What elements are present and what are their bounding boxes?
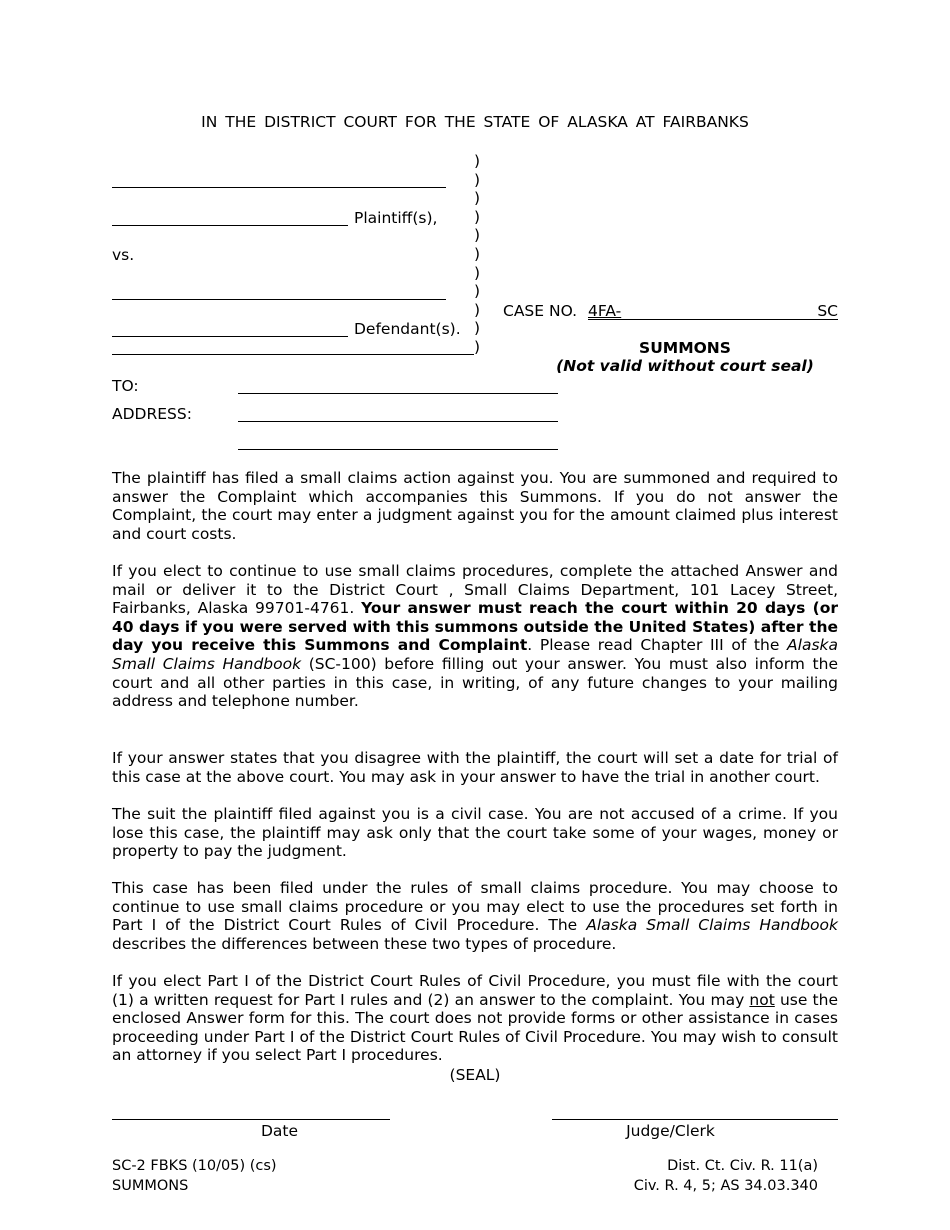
- to-field-line[interactable]: [238, 393, 558, 394]
- paragraph-2: If you elect to continue to use small claims procedures, complete the attached Answer and mail or deliver it to the District Court , Small Claims Department, 101 Lacey Street, Fairbanks, Alaska 99701-4761. Your answer must reach the court within 20 days (or 40 days if you were served with this summons outside the United States) after the day you receive this Summons and Complaint. Please read Chapter III of the Alaska Small Claims Handbook (SC-100) before filling out your answer. You must also inform the court and all other parties in this case, in writing, of any future changes to your mailing address and telephone number.: [112, 562, 838, 711]
- footer-form-id: SC-2 FBKS (10/05) (cs): [112, 1158, 277, 1174]
- address-field-line-1[interactable]: [238, 421, 558, 422]
- footer-rule-2: Civ. R. 4, 5; AS 34.03.340: [633, 1178, 818, 1194]
- defendant-name-line-2[interactable]: [112, 336, 348, 337]
- judge-signature-line[interactable]: [552, 1119, 838, 1120]
- date-label: Date: [260, 1122, 299, 1140]
- court-title: IN THE DISTRICT COURT FOR THE STATE OF ALASKA AT FAIRBANKS: [201, 113, 749, 131]
- caption-bottom-line: [112, 354, 474, 355]
- footer-rule-1: Dist. Ct. Civ. R. 11(a): [667, 1158, 818, 1174]
- date-signature-line[interactable]: [112, 1119, 390, 1120]
- to-label: TO:: [112, 377, 139, 395]
- plaintiff-label: Plaintiff(s),: [354, 209, 438, 227]
- defendant-name-line-1[interactable]: [112, 299, 446, 300]
- plaintiff-name-line-2[interactable]: [112, 225, 348, 226]
- document-title: SUMMONS: [639, 339, 731, 357]
- plaintiff-name-line-1[interactable]: [112, 187, 446, 188]
- case-no-field[interactable]: [588, 302, 838, 320]
- case-no-label: CASE NO.: [503, 302, 578, 320]
- footer-form-name: SUMMONS: [112, 1178, 189, 1194]
- document-subtitle: (Not valid without court seal): [556, 357, 814, 375]
- judge-clerk-label: Judge/Clerk: [626, 1122, 715, 1140]
- case-no-underline: [588, 319, 838, 320]
- address-field-line-2[interactable]: [238, 449, 558, 450]
- paragraph-6: If you elect Part I of the District Court Rules of Civil Procedure, you must file with the court (1) a written request for Part I rules and (2) an answer to the complaint. You may not use the enclosed Answer form for this. The court does not provide forms or other assistance in cases proceeding under Part I of the District Court Rules of Civil Procedure. You may wish to consult an attorney if you select Part I procedures.: [112, 972, 838, 1065]
- paragraph-4: The suit the plaintiff filed against you is a civil case. You are not accused of a crime. If you lose this case, the plaintiff may ask only that the court take some of your wages, money or property to pay the judgment.: [112, 805, 838, 861]
- case-no-prefix: 4FA-: [588, 302, 622, 320]
- vs-label: vs.: [112, 246, 135, 264]
- paragraph-1: The plaintiff has filed a small claims action against you. You are summoned and required to answer the Complaint which accompanies this Summons. If you do not answer the Complaint, the court may enter a judgment against you for the amount claimed plus interest and court costs.: [112, 469, 838, 543]
- case-no-suffix: SC: [817, 302, 838, 320]
- seal-label: (SEAL): [449, 1066, 501, 1084]
- address-label: ADDRESS:: [112, 405, 192, 423]
- defendant-label: Defendant(s).: [354, 320, 461, 338]
- paragraph-3: If your answer states that you disagree with the plaintiff, the court will set a date for trial of this case at the above court. You may ask in your answer to have the trial in another court.: [112, 749, 838, 786]
- caption-paren-column: ) ) ) ) ) ) ) ) ) ) ): [474, 152, 481, 356]
- paragraph-5: This case has been filed under the rules of small claims procedure. You may choose to continue to use small claims procedure or you may elect to use the procedures set forth in Part I of the District Court Rules of Civil Procedure. The Alaska Small Claims Handbook describes the differences between these two types of procedure.: [112, 879, 838, 953]
